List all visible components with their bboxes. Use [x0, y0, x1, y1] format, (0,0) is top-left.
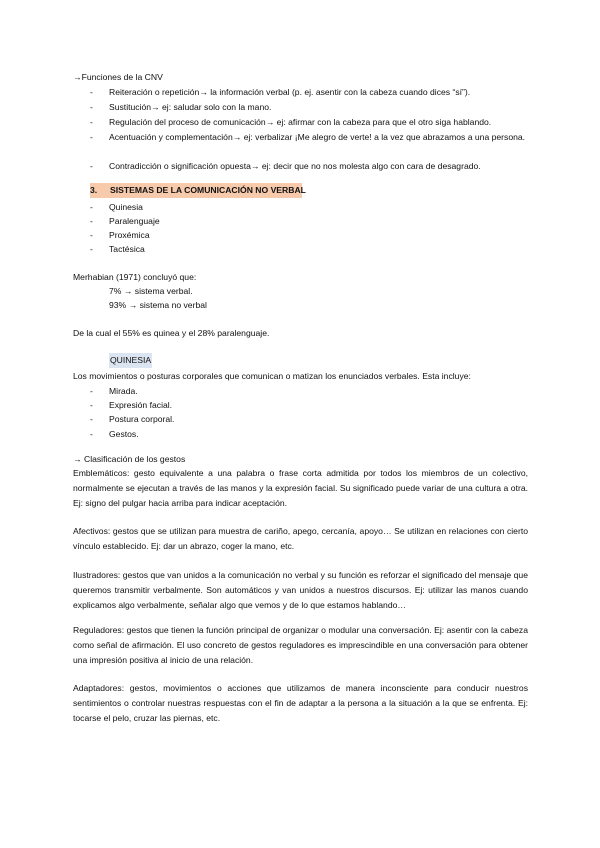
quinesia-item: Mirada.: [109, 386, 138, 396]
bullet-dash: -: [90, 87, 93, 97]
system-item: Quinesia: [109, 202, 143, 212]
gesture-emblematicos: Emblemáticos: gesto equivalente a una palabra o frase corta admitida por todos los miembros de un colectivo, normalmente se ejecutan a través de las manos y la expresión facial. Su significado puede variar de una cultura a otra. Ej: signo del pulgar hacia arriba para indicar aceptación.: [73, 468, 528, 508]
bullet-dash: -: [90, 386, 93, 396]
gestures-title: → Clasificación de los gestos: [73, 454, 186, 464]
bullet-dash: -: [90, 216, 93, 226]
section-number: 3.: [90, 185, 98, 195]
mehrabian-intro: Merhabian (1971) concluyó que:: [73, 272, 197, 282]
cnv-function-item: Contradicción o significación opuesta→ ej: decir que no nos molesta algo con cara de desagrado.: [109, 161, 481, 171]
gesture-adaptadores: Adaptadores: gestos, movimientos o acciones que utilizamos de manera inconsciente para conducir nuestros sentimientos o controlar nuestras respuestas con el fin de adaptar a la persona a la situación a la que se enfrenta. Ej: tocarse el pelo, cruzar las piernas, etc.: [73, 683, 528, 723]
system-item: Tactésica: [109, 244, 145, 254]
cnv-function-item: Reiteración o repetición→ la información verbal (p. ej. asentir con la cabeza cuando dices “sí”).: [109, 87, 471, 97]
quinesia-item: Expresión facial.: [109, 400, 173, 410]
quinesia-item: Postura corporal.: [109, 414, 175, 424]
bullet-dash: -: [90, 132, 93, 142]
system-item: Proxémica: [109, 230, 150, 240]
bullet-dash: -: [90, 117, 93, 127]
system-item: Paralenguaje: [109, 216, 160, 226]
cnv-function-item: Sustitución→ ej: saludar solo con la mano.: [109, 102, 272, 112]
quinesia-intro: Los movimientos o posturas corporales que comunican o matizan los enunciados verbales. Esta incluye:: [73, 371, 471, 381]
mehrabian-nonverbal: 93% → sistema no verbal: [109, 300, 207, 310]
bullet-dash: -: [90, 230, 93, 240]
gesture-reguladores: Reguladores: gestos que tienen la función principal de organizar o modular una conversación. Ej: asentir con la cabeza como señal de afirmación. El uso concreto de gestos reguladores es imprescindible en una conversación para obtener una impresión positiva al inicio de una relación.: [73, 625, 528, 665]
bullet-dash: -: [90, 429, 93, 439]
bullet-dash: -: [90, 102, 93, 112]
bullet-dash: -: [90, 161, 93, 171]
bullet-dash: -: [90, 400, 93, 410]
bullet-dash: -: [90, 414, 93, 424]
section-heading: [90, 183, 306, 198]
gesture-ilustradores: Ilustradores: gestos que van unidos a la comunicación no verbal y su función es reforzar el significado del mensaje que queremos transmitir verbalmente. Son automáticos y van unidos a nuestros discursos. Ej: utilizar las manos cuando explicamos algo verbalmente, señalar algo que vemos y de lo que estamos hablando…: [73, 570, 528, 610]
mehrabian-verbal: 7% → sistema verbal.: [109, 286, 193, 296]
quinesia-heading: QUINESIA: [109, 353, 152, 368]
quinesia-item: Gestos.: [109, 429, 139, 439]
mehrabian-conclusion: De la cual el 55% es quinea y el 28% paralenguaje.: [73, 328, 270, 338]
cnv-functions-title: →Funciones de la CNV: [73, 72, 163, 82]
gesture-afectivos: Afectivos: gestos que se utilizan para muestra de cariño, apego, cercanía, apoyo… Se utilizan en relaciones con cierto vínculo establecido. Ej: dar un abrazo, coger la mano, etc.: [73, 526, 528, 551]
section-title: SISTEMAS DE LA COMUNICACIÓN NO VERBAL: [110, 185, 306, 195]
bullet-dash: -: [90, 244, 93, 254]
cnv-function-item: Regulación del proceso de comunicación→ ej: afirmar con la cabeza para que el otro siga hablando.: [109, 117, 492, 127]
cnv-function-item: Acentuación y complementación→ ej: verbalizar ¡Me alegro de verte! a la vez que abrazamos a una persona.: [109, 132, 526, 142]
bullet-dash: -: [90, 202, 93, 212]
